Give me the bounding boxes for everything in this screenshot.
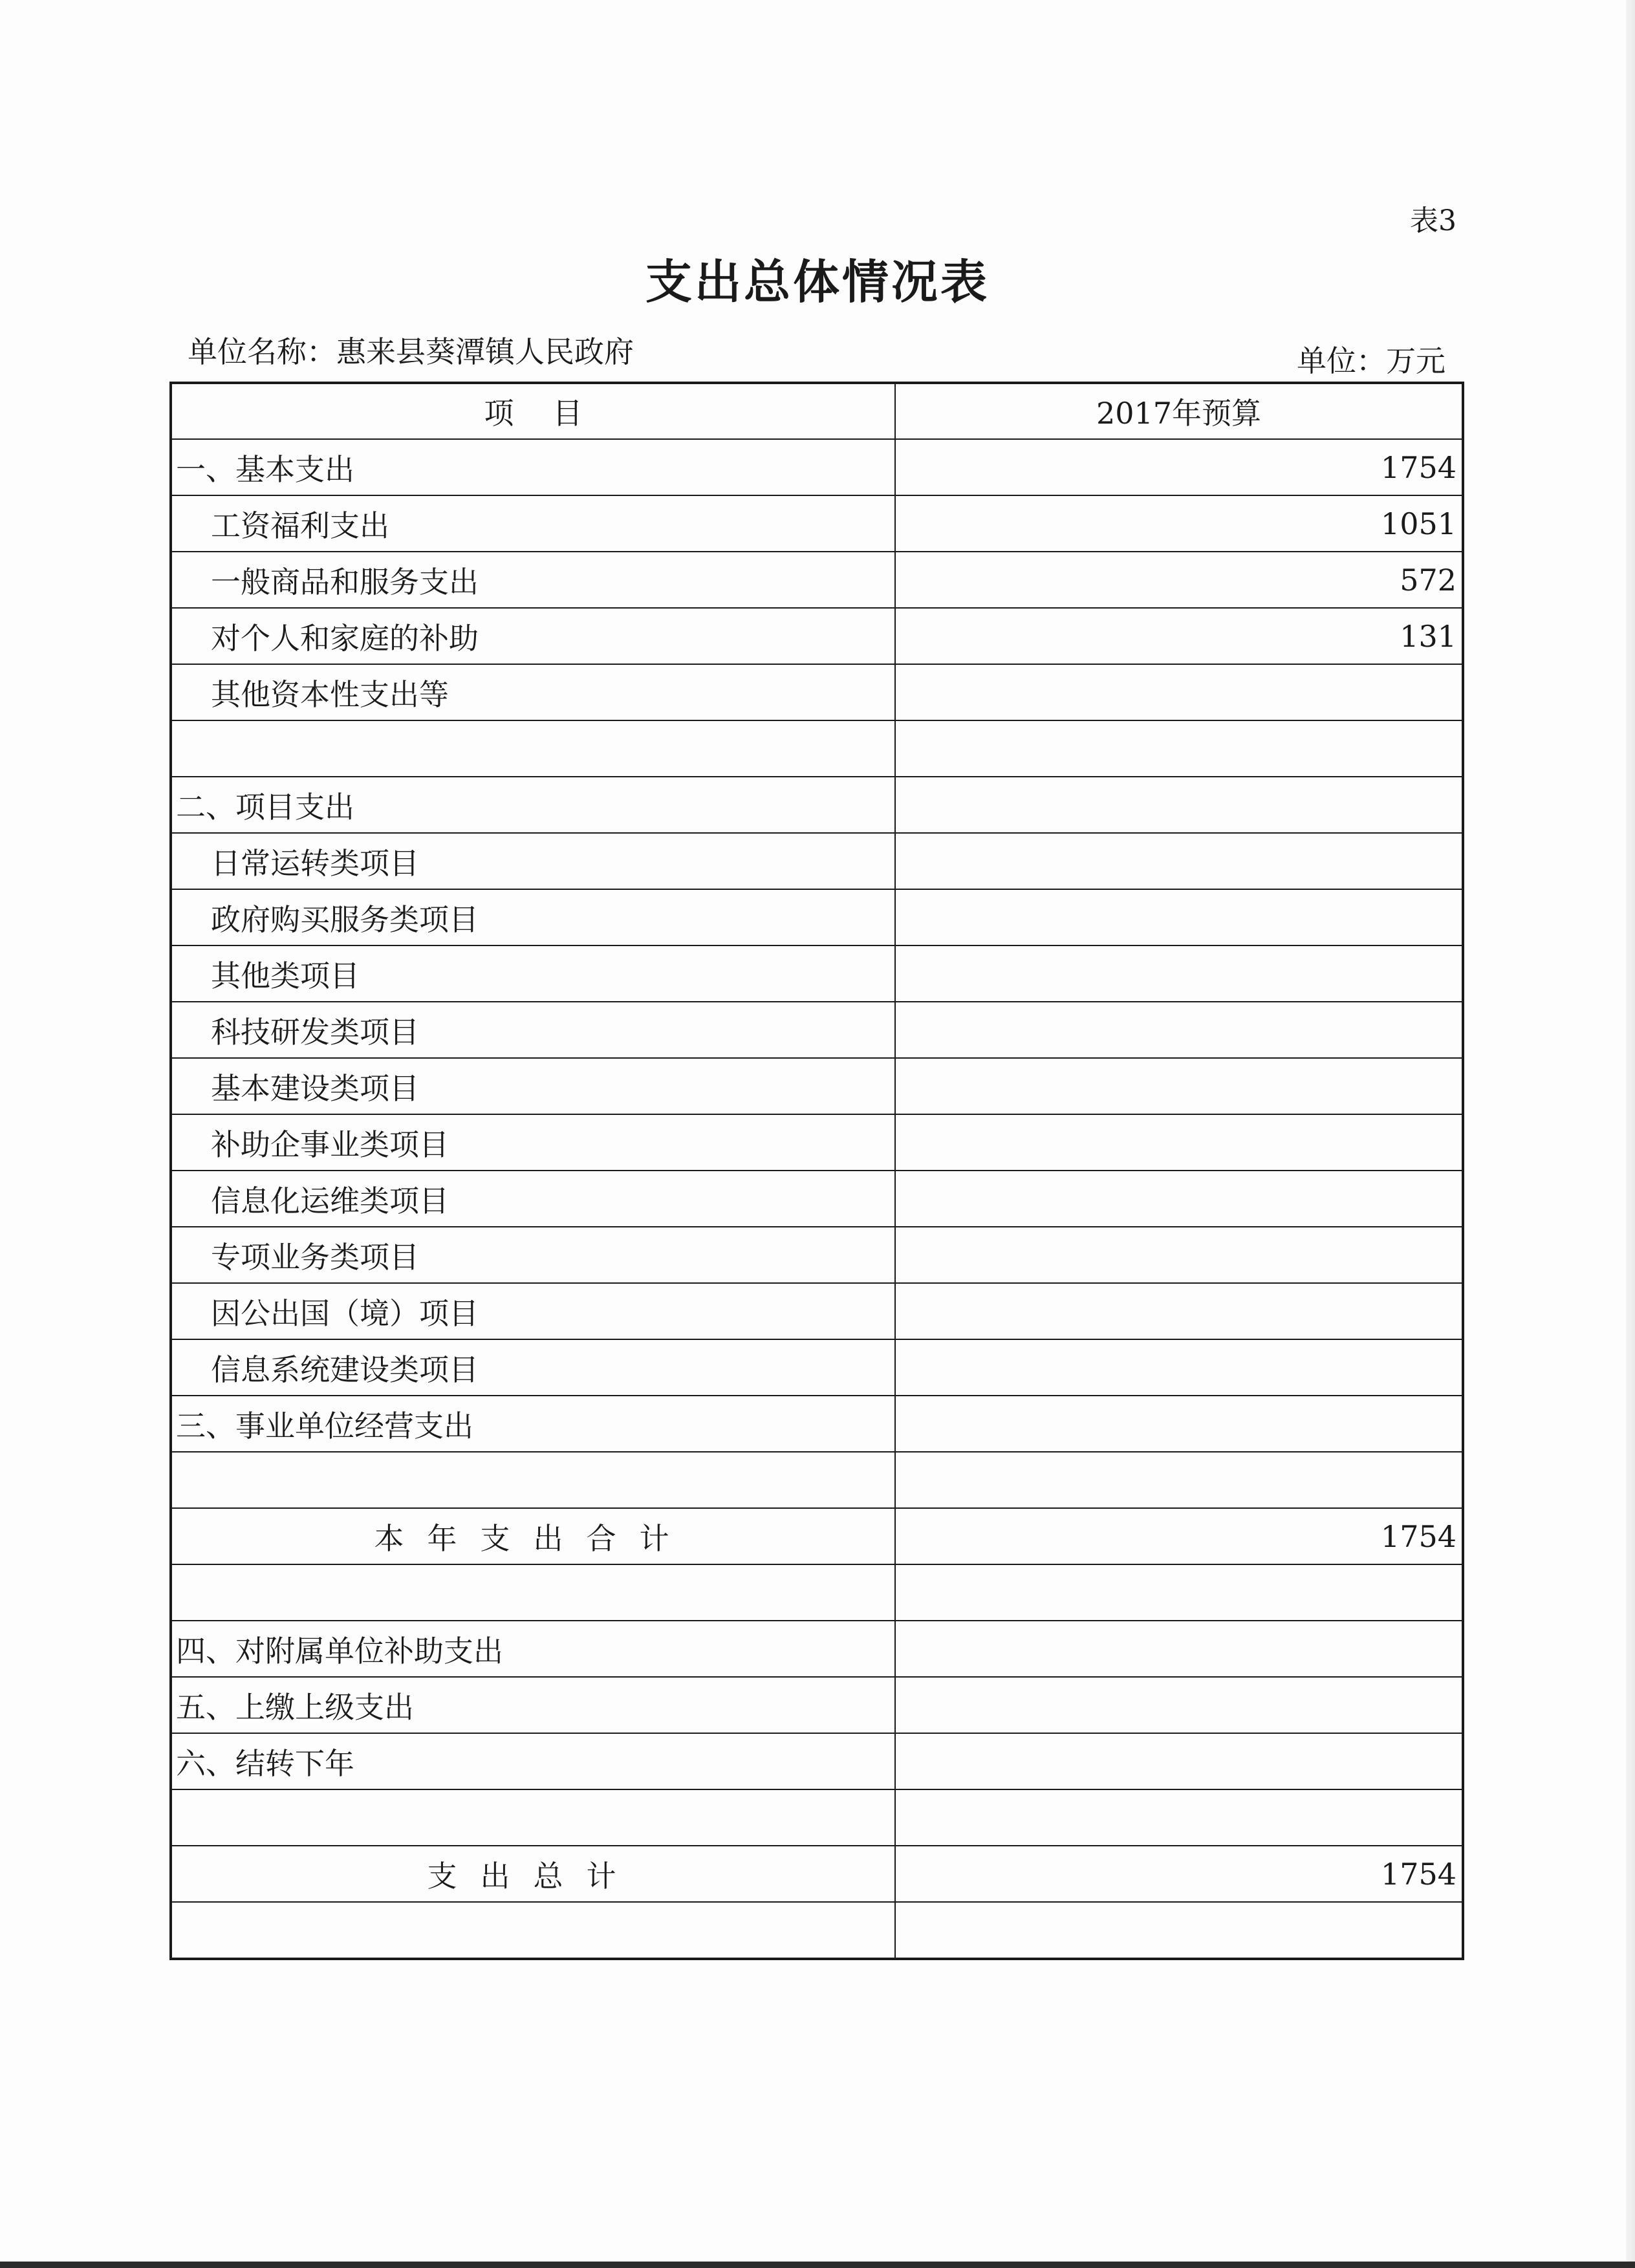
table-row	[171, 777, 1463, 833]
table-row	[171, 1058, 1463, 1114]
row-value	[895, 1171, 1463, 1227]
table-row	[171, 552, 1463, 608]
row-value: 572	[895, 552, 1463, 608]
row-label: 一、基本支出	[171, 439, 895, 495]
table-number: 表3	[1410, 204, 1456, 237]
row-value	[895, 945, 1463, 1002]
table-row	[171, 1339, 1463, 1396]
table-row	[171, 1227, 1463, 1283]
row-label: 六、结转下年	[171, 1733, 895, 1789]
row-value	[895, 1902, 1463, 1959]
table-row	[171, 720, 1463, 777]
total-row	[171, 1846, 1463, 1902]
row-label: 补助企事业类项目	[171, 1114, 895, 1171]
row-value	[895, 1283, 1463, 1339]
table-row	[171, 1564, 1463, 1621]
header-item: 项目	[171, 383, 895, 439]
row-label: 三、事业单位经营支出	[171, 1396, 895, 1452]
table-row	[171, 1902, 1463, 1959]
row-label: 基本建设类项目	[171, 1058, 895, 1114]
row-label: 一般商品和服务支出	[171, 552, 895, 608]
expenditure-table	[169, 382, 1464, 1960]
table-row	[171, 1677, 1463, 1733]
row-value	[895, 1789, 1463, 1846]
row-value	[895, 1452, 1463, 1508]
row-label: 信息系统建设类项目	[171, 1339, 895, 1396]
table-row	[171, 1733, 1463, 1789]
table-row	[171, 1114, 1463, 1171]
row-value	[895, 1396, 1463, 1452]
table-row	[171, 495, 1463, 552]
row-label	[171, 720, 895, 777]
row-label	[171, 1789, 895, 1846]
table-row	[171, 1283, 1463, 1339]
row-label: 四、对附属单位补助支出	[171, 1621, 895, 1677]
page-title: 支出总体情况表	[645, 254, 990, 309]
row-label: 其他类项目	[171, 945, 895, 1002]
row-label: 政府购买服务类项目	[171, 889, 895, 945]
row-value: 1051	[895, 495, 1463, 552]
row-label	[171, 1452, 895, 1508]
total-value: 1754	[895, 1846, 1463, 1902]
table-row	[171, 439, 1463, 495]
row-label: 对个人和家庭的补助	[171, 608, 895, 664]
table-row	[171, 608, 1463, 664]
row-label: 信息化运维类项目	[171, 1171, 895, 1227]
table-row	[171, 833, 1463, 889]
row-value	[895, 1564, 1463, 1621]
row-value	[895, 1339, 1463, 1396]
row-label	[171, 1564, 895, 1621]
row-value	[895, 664, 1463, 720]
row-value	[895, 833, 1463, 889]
table-row	[171, 1002, 1463, 1058]
row-value	[895, 1621, 1463, 1677]
header-budget: 2017年预算	[895, 383, 1463, 439]
row-value	[895, 720, 1463, 777]
scan-edge	[1626, 0, 1635, 2268]
row-value	[895, 1733, 1463, 1789]
row-label: 五、上缴上级支出	[171, 1677, 895, 1733]
row-label: 因公出国（境）项目	[171, 1283, 895, 1339]
row-value: 131	[895, 608, 1463, 664]
row-value	[895, 777, 1463, 833]
table-row	[171, 1396, 1463, 1452]
table-row	[171, 1452, 1463, 1508]
row-label: 科技研发类项目	[171, 1002, 895, 1058]
row-label: 二、项目支出	[171, 777, 895, 833]
row-value	[895, 1114, 1463, 1171]
row-value	[895, 1677, 1463, 1733]
table-row	[171, 1789, 1463, 1846]
row-value: 1754	[895, 439, 1463, 495]
subtotal-label: 本年支出合计	[171, 1508, 895, 1564]
row-value	[895, 1227, 1463, 1283]
subtotal-row	[171, 1508, 1463, 1564]
row-label: 日常运转类项目	[171, 833, 895, 889]
table-row	[171, 1171, 1463, 1227]
table-row	[171, 1621, 1463, 1677]
row-value	[895, 1058, 1463, 1114]
row-label: 专项业务类项目	[171, 1227, 895, 1283]
scan-bottom-edge	[0, 2262, 1635, 2268]
table-row	[171, 945, 1463, 1002]
subtotal-value: 1754	[895, 1508, 1463, 1564]
row-label	[171, 1902, 895, 1959]
row-value	[895, 889, 1463, 945]
unit-label: 单位：万元	[1297, 343, 1446, 378]
table-row	[171, 664, 1463, 720]
organization-name: 单位名称：惠来县葵潭镇人民政府	[188, 334, 634, 369]
row-label: 工资福利支出	[171, 495, 895, 552]
row-label: 其他资本性支出等	[171, 664, 895, 720]
total-label: 支出总计	[171, 1846, 895, 1902]
row-value	[895, 1002, 1463, 1058]
table-header-row	[171, 383, 1463, 439]
table-row	[171, 889, 1463, 945]
